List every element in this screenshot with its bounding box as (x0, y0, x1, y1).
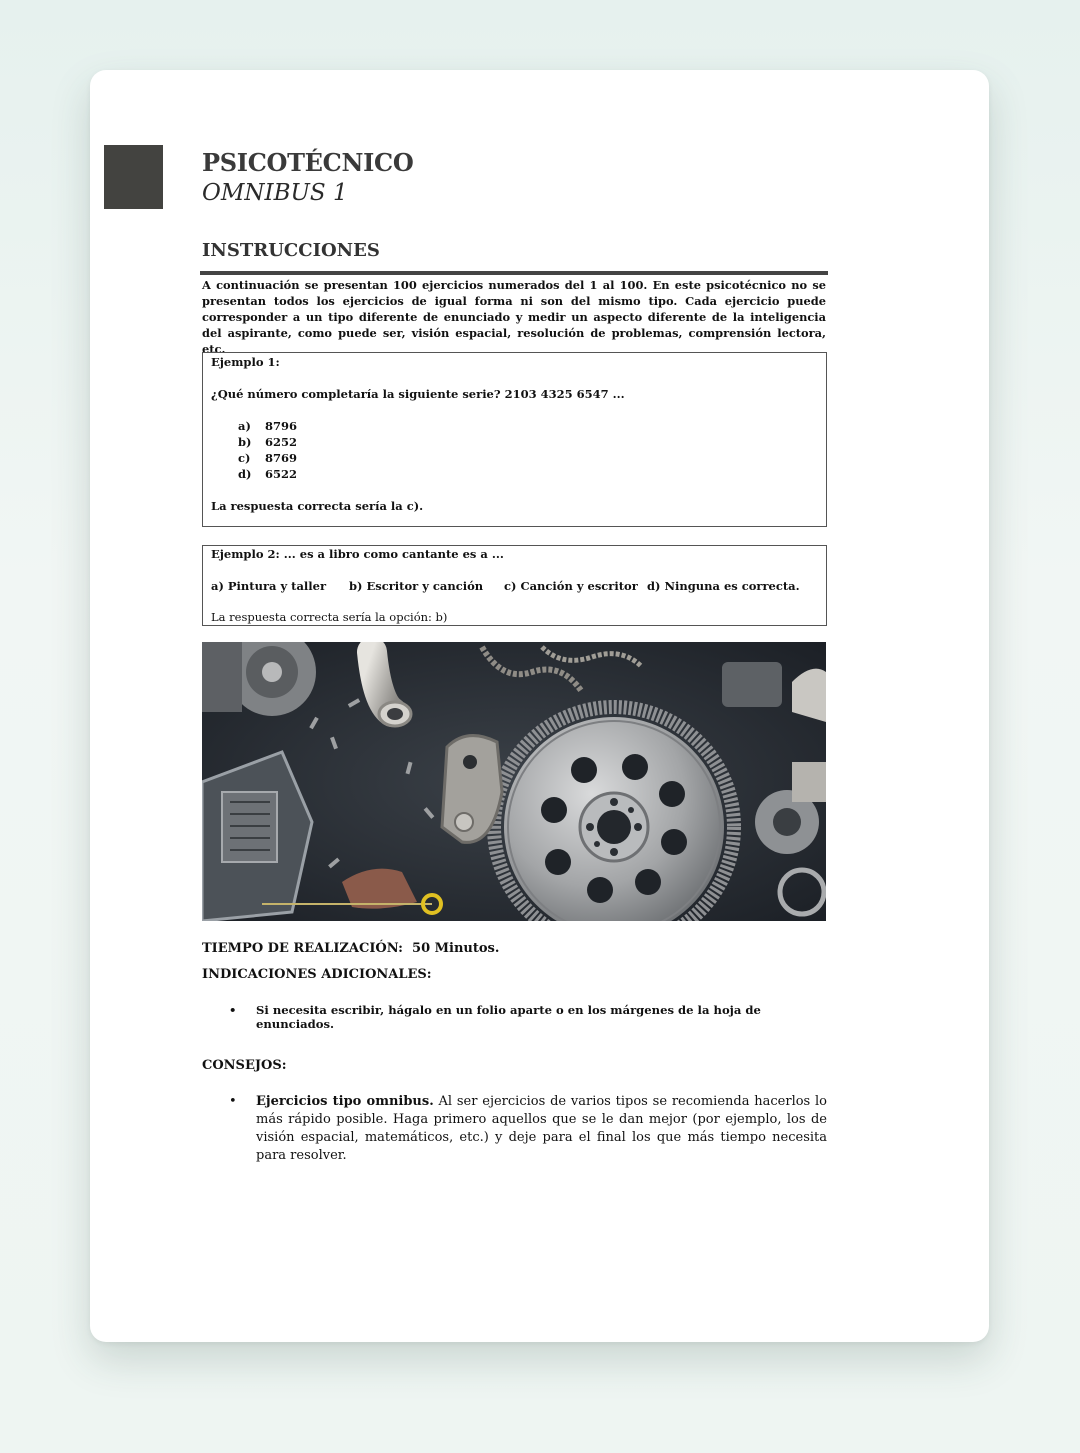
example-1-label: Ejemplo 1: (211, 355, 280, 369)
option-letter: a) (238, 419, 251, 433)
option-value: 6252 (265, 435, 298, 449)
bullet-icon: • (229, 1094, 237, 1109)
option-letter: c) (238, 451, 251, 465)
option-letter: d) (238, 467, 252, 481)
example-2-label: Ejemplo 2 (211, 547, 276, 561)
option-value: 6522 (265, 467, 298, 481)
option-c (211, 450, 818, 466)
heading-divider (200, 271, 828, 275)
indications-heading: INDICACIONES ADICIONALES: (202, 967, 432, 982)
option-a: a) Pintura y taller (211, 579, 327, 593)
engine-parts-photo (202, 642, 826, 921)
advice-text: Al ser ejercicios de varios tipos se recomienda hacerlos lo más rápido posible. Haga primero aquellos que se le dan mejor (por ejemplo, los de visión espacial, matemáticos, etc.) y deje para el final los que más tiempo necesita para resolver. (256, 1094, 828, 1163)
document-page (90, 70, 989, 1342)
decorative-block (104, 145, 163, 209)
option-value: 8769 (265, 451, 298, 465)
option-b: b) Escritor y canción (349, 579, 484, 593)
time-label: TIEMPO DE REALIZACIÓN: (202, 941, 403, 956)
time-value: 50 Minutos. (412, 941, 500, 956)
advice-bold: Ejercicios tipo omnibus. (256, 1094, 434, 1109)
option-value: 8796 (265, 419, 298, 433)
instructions-heading: INSTRUCCIONES (202, 240, 380, 261)
advice-heading: CONSEJOS: (202, 1058, 287, 1073)
option-c: c) Canción y escritor (504, 579, 638, 593)
option-d (211, 466, 818, 482)
indication-text: Si necesita escribir, hágalo en un folio aparte o en los márgenes de la hoja de enunciados. (256, 1003, 761, 1031)
advice-item (229, 1093, 827, 1165)
document-title: PSICOTÉCNICO (202, 148, 414, 177)
option-d: d) Ninguna es correcta. (647, 579, 800, 593)
option-a (211, 418, 818, 434)
example-1-box (202, 352, 827, 527)
time-info (202, 941, 499, 956)
example-2-answer: La respuesta correcta sería la opción: b) (211, 610, 448, 624)
example-2-options (211, 578, 818, 594)
example-1-question: ¿Qué número completaría la siguiente serie? 2103 4325 6547 ... (211, 387, 625, 401)
example-2-prompt: : ... es a libro como cantante es a ... (275, 547, 504, 561)
bullet-icon: • (229, 1003, 237, 1017)
advice-text-container (256, 1093, 827, 1165)
example-1-answer: La respuesta correcta sería la c). (211, 499, 424, 513)
intro-paragraph: A continuación se presentan 100 ejercicios numerados del 1 al 100. En este psicotécnico no se presentan todos los ejercicios de igual forma ni son del mismo tipo. Cada ejercicio puede corresponder a un tipo diferente de enunciado y medir un aspecto diferente de la inteligencia del aspirante, como puede ser, visión espacial, resolución de problemas, comprensión lectora, etc. (202, 278, 826, 356)
option-b (211, 434, 818, 450)
indication-item (229, 1003, 827, 1031)
option-letter: b) (238, 435, 252, 449)
example-2-box (202, 545, 827, 626)
document-subtitle: OMNIBUS 1 (202, 180, 348, 206)
